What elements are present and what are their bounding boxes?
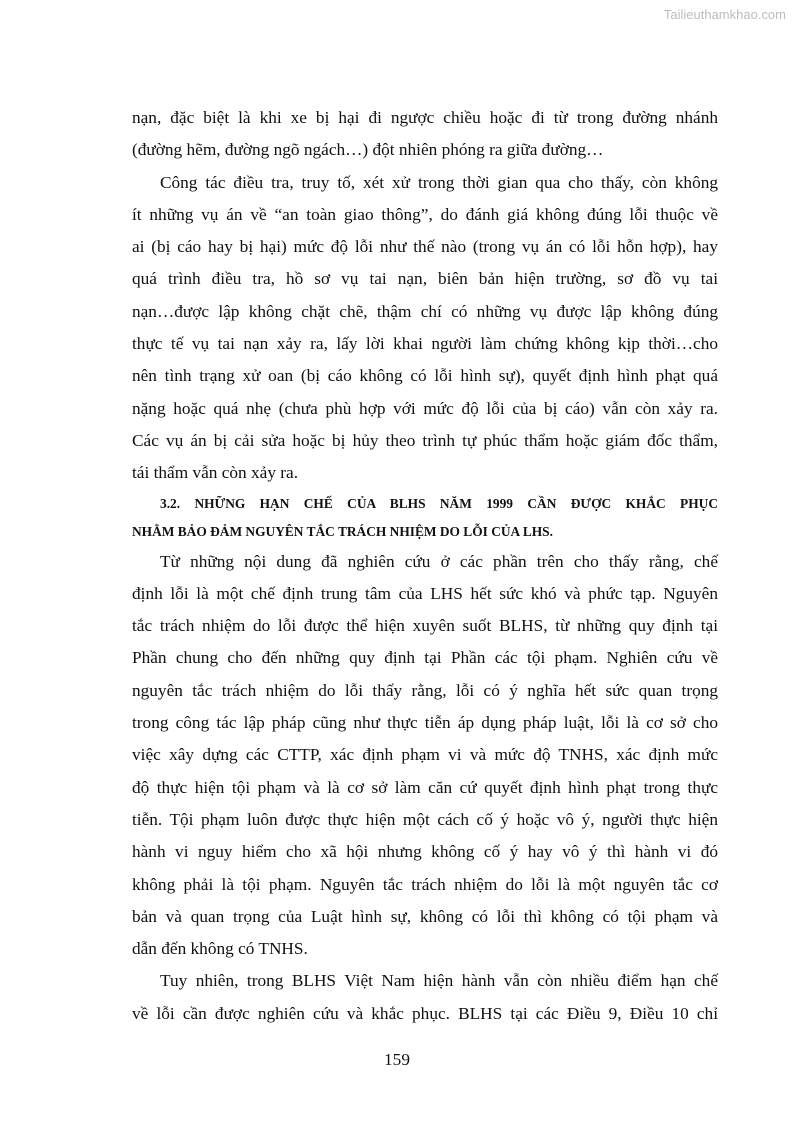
- paragraph-continuation: [132, 102, 718, 167]
- text-line: định lỗi là một chế định trung tâm của LHS hết sức khó và phức tạp. Nguyên: [132, 583, 718, 603]
- text-line: dẫn đến không có TNHS.: [132, 939, 308, 959]
- text-line: bản và quan trọng của Luật hình sự, không có lỗi thì không có tội phạm và: [132, 906, 718, 926]
- watermark: Tailieuthamkhao.com: [663, 7, 786, 22]
- text-line: nạn, đặc biệt là khi xe bị hại đi ngược chiều hoặc đi từ trong đường nhánh: [132, 108, 718, 127]
- paragraph: [132, 167, 718, 490]
- text-line: việc xây dựng các CTTP, xác định phạm vi và mức độ TNHS, xác định mức: [132, 745, 718, 765]
- text-line: không phải là tội phạm. Nguyên tắc trách nhiệm do lỗi là một nguyên tắc cơ: [132, 874, 718, 894]
- text-line: Tuy nhiên, trong BLHS Việt Nam hiện hành vẫn còn nhiều điểm hạn chế: [160, 971, 718, 991]
- text-line: trong công tác lập pháp cũng như thực tiễn áp dụng pháp luật, lỗi là cơ sở cho: [132, 713, 718, 733]
- section-heading: [132, 490, 718, 546]
- text-line: Phần chung cho đến những quy định tại Phần các tội phạm. Nghiên cứu về: [132, 648, 718, 668]
- paragraph: [132, 546, 718, 966]
- text-line: thực tế vụ tai nạn xảy ra, lấy lời khai người làm chứng không kịp thời…cho: [132, 334, 718, 354]
- text-line: Từ những nội dung đã nghiên cứu ở các phần trên cho thấy rằng, chế: [160, 551, 718, 571]
- text-line: quá trình điều tra, hồ sơ vụ tai nạn, biên bản hiện trường, sơ đồ vụ tai: [132, 269, 718, 289]
- text-line: tiễn. Tội phạm luôn được thực hiện một cách cố ý hoặc vô ý, người thực hiện: [132, 809, 718, 829]
- text-line: (đường hẽm, đường ngõ ngách…) đột nhiên phóng ra giữa đường…: [132, 140, 604, 160]
- page-body: [132, 102, 718, 1030]
- paragraph: [132, 965, 718, 1030]
- text-line: về lỗi cần được nghiên cứu và khắc phục. BLHS tại các Điều 9, Điều 10 chỉ: [132, 1003, 718, 1023]
- text-line: độ thực hiện tội phạm và là cơ sở làm căn cứ quyết định hình phạt trong thực: [132, 777, 718, 797]
- text-line: nặng hoặc quá nhẹ (chưa phù hợp với mức độ lỗi của bị cáo) vẫn còn xảy ra.: [132, 398, 718, 418]
- heading-line: 3.2. NHỮNG HẠN CHẾ CỦA BLHS NĂM 1999 CẦN ĐƯỢC KHẮC PHỤC: [160, 495, 718, 511]
- text-line: Công tác điều tra, truy tố, xét xử trong thời gian qua cho thấy, còn không: [160, 172, 718, 192]
- heading-line: NHẰM BẢO ĐẢM NGUYÊN TẮC TRÁCH NHIỆM DO LỖI CỦA LHS.: [132, 523, 553, 539]
- text-line: nguyên tắc trách nhiệm do lỗi thấy rằng, lỗi có ý nghĩa hết sức quan trọng: [132, 680, 718, 700]
- text-line: Các vụ án bị cải sửa hoặc bị hủy theo trình tự phúc thẩm hoặc giám đốc thẩm,: [132, 430, 718, 450]
- text-line: hành vi nguy hiểm cho xã hội nhưng không cố ý hay vô ý thì hành vi đó: [132, 842, 718, 862]
- text-line: nên tình trạng xử oan (bị cáo không có lỗi hình sự), quyết định hình phạt quá: [132, 366, 718, 386]
- text-line: ít những vụ án về “an toàn giao thông”, do đánh giá không đúng lỗi thuộc về: [132, 204, 718, 224]
- page-number: 159: [384, 1050, 410, 1069]
- text-line: nạn…được lập không chặt chẽ, thậm chí có những vụ được lập không đúng: [132, 301, 718, 321]
- text-line: tái thẩm vẫn còn xảy ra.: [132, 463, 299, 483]
- text-line: ai (bị cáo hay bị hại) mức độ lỗi như thế nào (trong vụ án có lỗi hỗn hợp), hay: [132, 237, 718, 257]
- text-line: tắc trách nhiệm do lỗi được thể hiện xuyên suốt BLHS, từ những quy định tại: [132, 616, 718, 636]
